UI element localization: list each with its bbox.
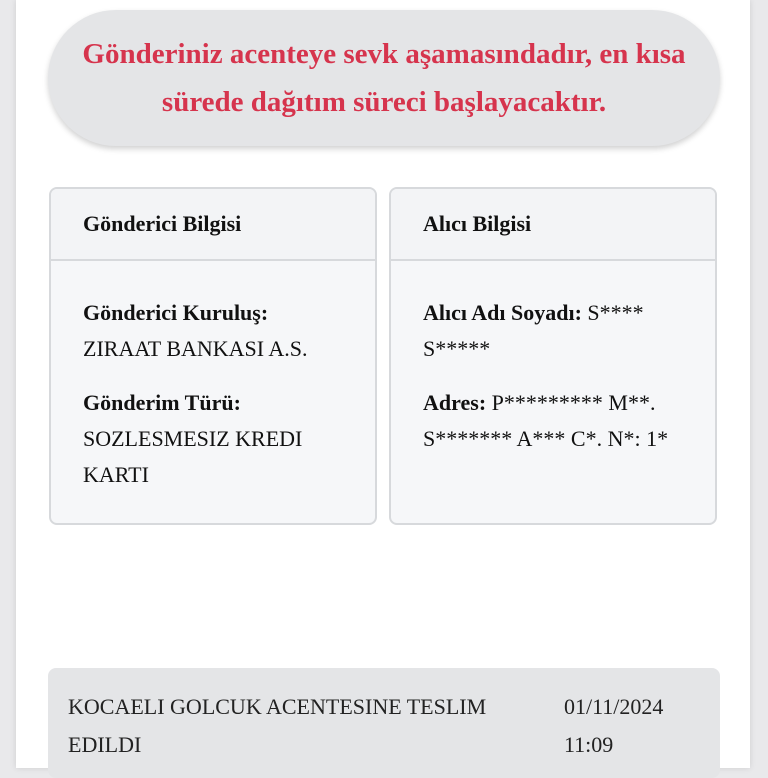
sender-org-value: ZIRAAT BANKASI A.S.	[83, 336, 308, 361]
receiver-address-label: Adres:	[423, 390, 487, 415]
receiver-name-label: Alıcı Adı Soyadı:	[423, 300, 582, 325]
history-time: 11:09	[564, 732, 614, 757]
receiver-info-card	[389, 187, 717, 525]
receiver-card-body	[391, 261, 715, 457]
sender-org-label: Gönderici Kuruluş:	[83, 300, 269, 325]
sender-org-field	[83, 295, 345, 367]
receiver-name-field	[423, 295, 685, 367]
receiver-address-value: P********* M**. S******* A*** C*. N*: 1*	[423, 390, 669, 451]
receiver-card-title: Alıcı Bilgisi	[391, 189, 715, 261]
sender-info-card	[49, 187, 377, 525]
tracking-history-item	[48, 668, 720, 778]
status-message: Gönderiniz acenteye sevk aşamasındadır, en kısa sürede dağıtım süreci başlayacaktır.	[82, 38, 686, 118]
receiver-name-value: S**** S*****	[423, 300, 644, 361]
sender-card-body	[51, 261, 375, 493]
receiver-address-field	[423, 385, 685, 457]
shipment-type-field	[83, 385, 345, 493]
status-banner	[48, 10, 720, 146]
shipment-type-label: Gönderim Türü:	[83, 390, 241, 415]
history-description: KOCAELI GOLCUK ACENTESINE TESLIM EDILDI	[68, 694, 487, 757]
sender-card-title: Gönderici Bilgisi	[51, 189, 375, 261]
shipment-type-value: SOZLESMESIZ KREDI KARTI	[83, 426, 303, 487]
history-date: 01/11/2024	[564, 694, 664, 719]
history-datetime	[564, 688, 704, 764]
